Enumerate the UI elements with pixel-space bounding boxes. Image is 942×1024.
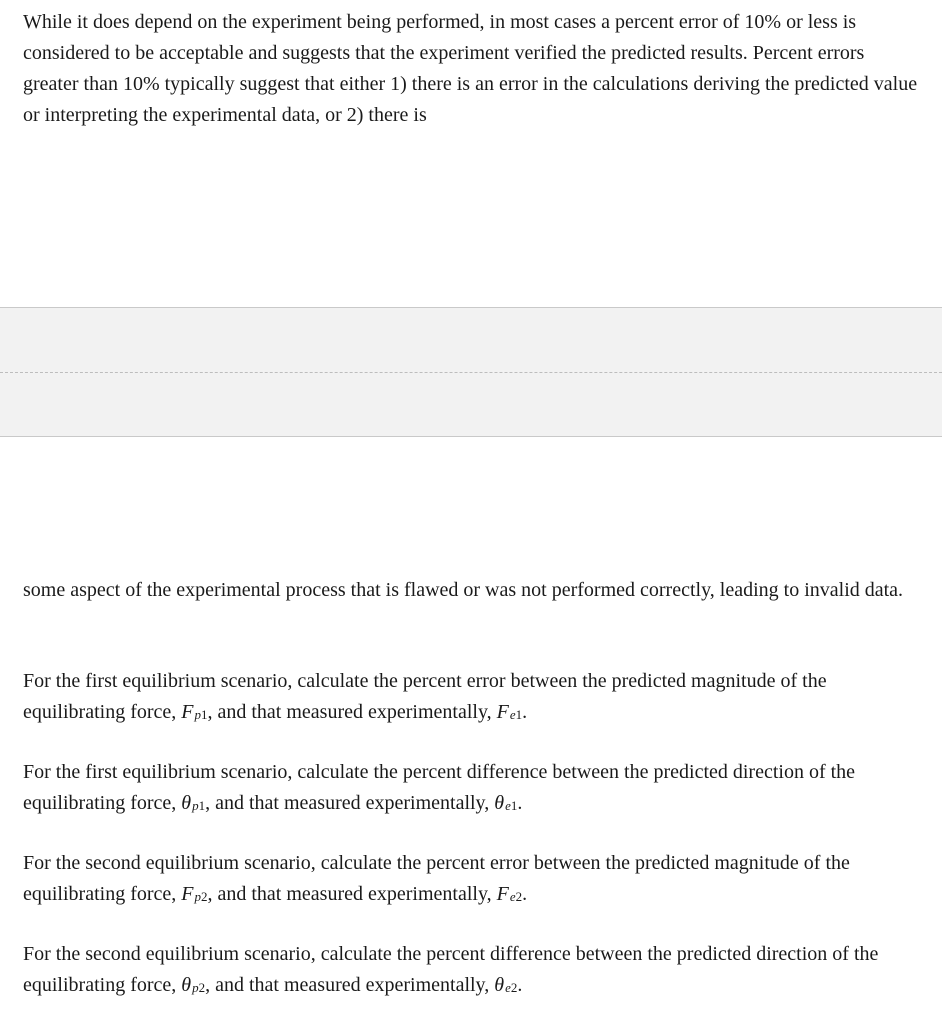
math-variable: $\theta_{e1}$ — [494, 792, 518, 814]
question-text: For the first equilibrium scenario, calculate the percent error between the predicted magnitude of the equilibrating force, — [23, 670, 827, 723]
question-text: For the second equilibrium scenario, calculate the percent error between the predicted magnitude of the equilibrating force, — [23, 852, 850, 905]
question-3 — [23, 848, 923, 911]
question-text: , and that measured experimentally, — [205, 792, 495, 814]
question-2 — [23, 757, 923, 820]
question-text: , and that measured experimentally, — [207, 883, 497, 905]
dashed-divider — [0, 372, 942, 373]
math-variable: $\theta_{e2}$ — [494, 974, 518, 996]
question-4 — [23, 939, 923, 1002]
math-variable: $F_{e1}$ — [496, 701, 523, 723]
math-variable: $\theta_{p2}$ — [181, 974, 206, 996]
question-1 — [23, 666, 923, 729]
intro-paragraph: While it does depend on the experiment being performed, in most cases a percent error of 10% or less is considered to be acceptable and suggests that the experiment verified the predicted results. Percent errors greater than 10% typically suggest that either 1) there is an error in the calculations deriving the predicted value or interpreting the experimental data, or 2) there is — [23, 11, 918, 126]
math-variable: $\theta_{p1}$ — [181, 792, 206, 814]
question-text: . — [517, 792, 523, 814]
question-text: , and that measured experimentally, — [205, 974, 495, 996]
continued-paragraph: some aspect of the experimental process that is flawed or was not performed correctly, leading to invalid data. — [23, 579, 904, 601]
question-text: For the second equilibrium scenario, calculate the percent difference between the predicted direction of the equilibrating force, — [23, 943, 879, 996]
question-text: . — [522, 701, 528, 723]
content-break-separator — [0, 307, 942, 437]
question-text: . — [522, 883, 528, 905]
question-text: For the first equilibrium scenario, calculate the percent difference between the predicted direction of the equilibrating force, — [23, 761, 856, 814]
question-text: . — [517, 974, 523, 996]
math-variable: $F_{p1}$ — [181, 701, 208, 723]
math-variable: $F_{e2}$ — [496, 883, 523, 905]
question-text: , and that measured experimentally, — [207, 701, 497, 723]
math-variable: $F_{p2}$ — [181, 883, 208, 905]
